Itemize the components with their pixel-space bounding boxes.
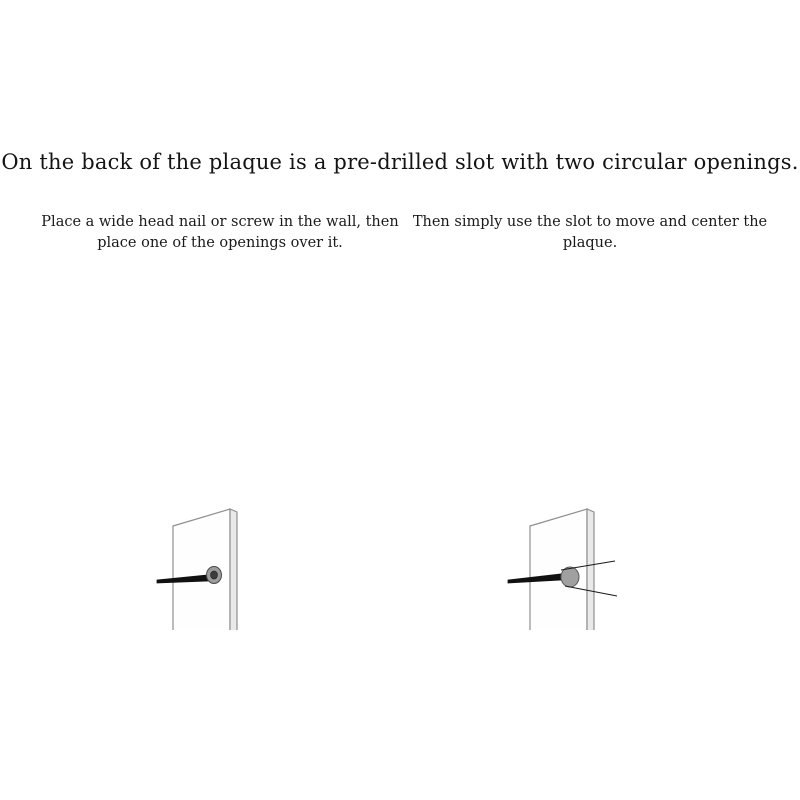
caption-left: Place a wide head nail or screw in the wall, then place one of the openings over it.: [41, 214, 399, 252]
caption-right: Then simply use the slot to move and center the plaque.: [412, 214, 768, 252]
nail-head: [207, 567, 222, 584]
plaque-panel: [173, 509, 237, 630]
plaque-edge: [587, 509, 594, 630]
plaque-sliding-illustration: [395, 250, 795, 630]
figure-right: [395, 250, 795, 630]
plaque-with-nail-illustration: [10, 250, 410, 630]
plaque-face: [173, 509, 230, 630]
plaque-edge: [230, 509, 237, 630]
opening-circle: [211, 571, 218, 579]
plaque-face: [530, 509, 587, 630]
page-title: On the back of the plaque is a pre-drilled slot with two circular openings.: [1, 150, 799, 174]
figure-left: [10, 250, 410, 630]
